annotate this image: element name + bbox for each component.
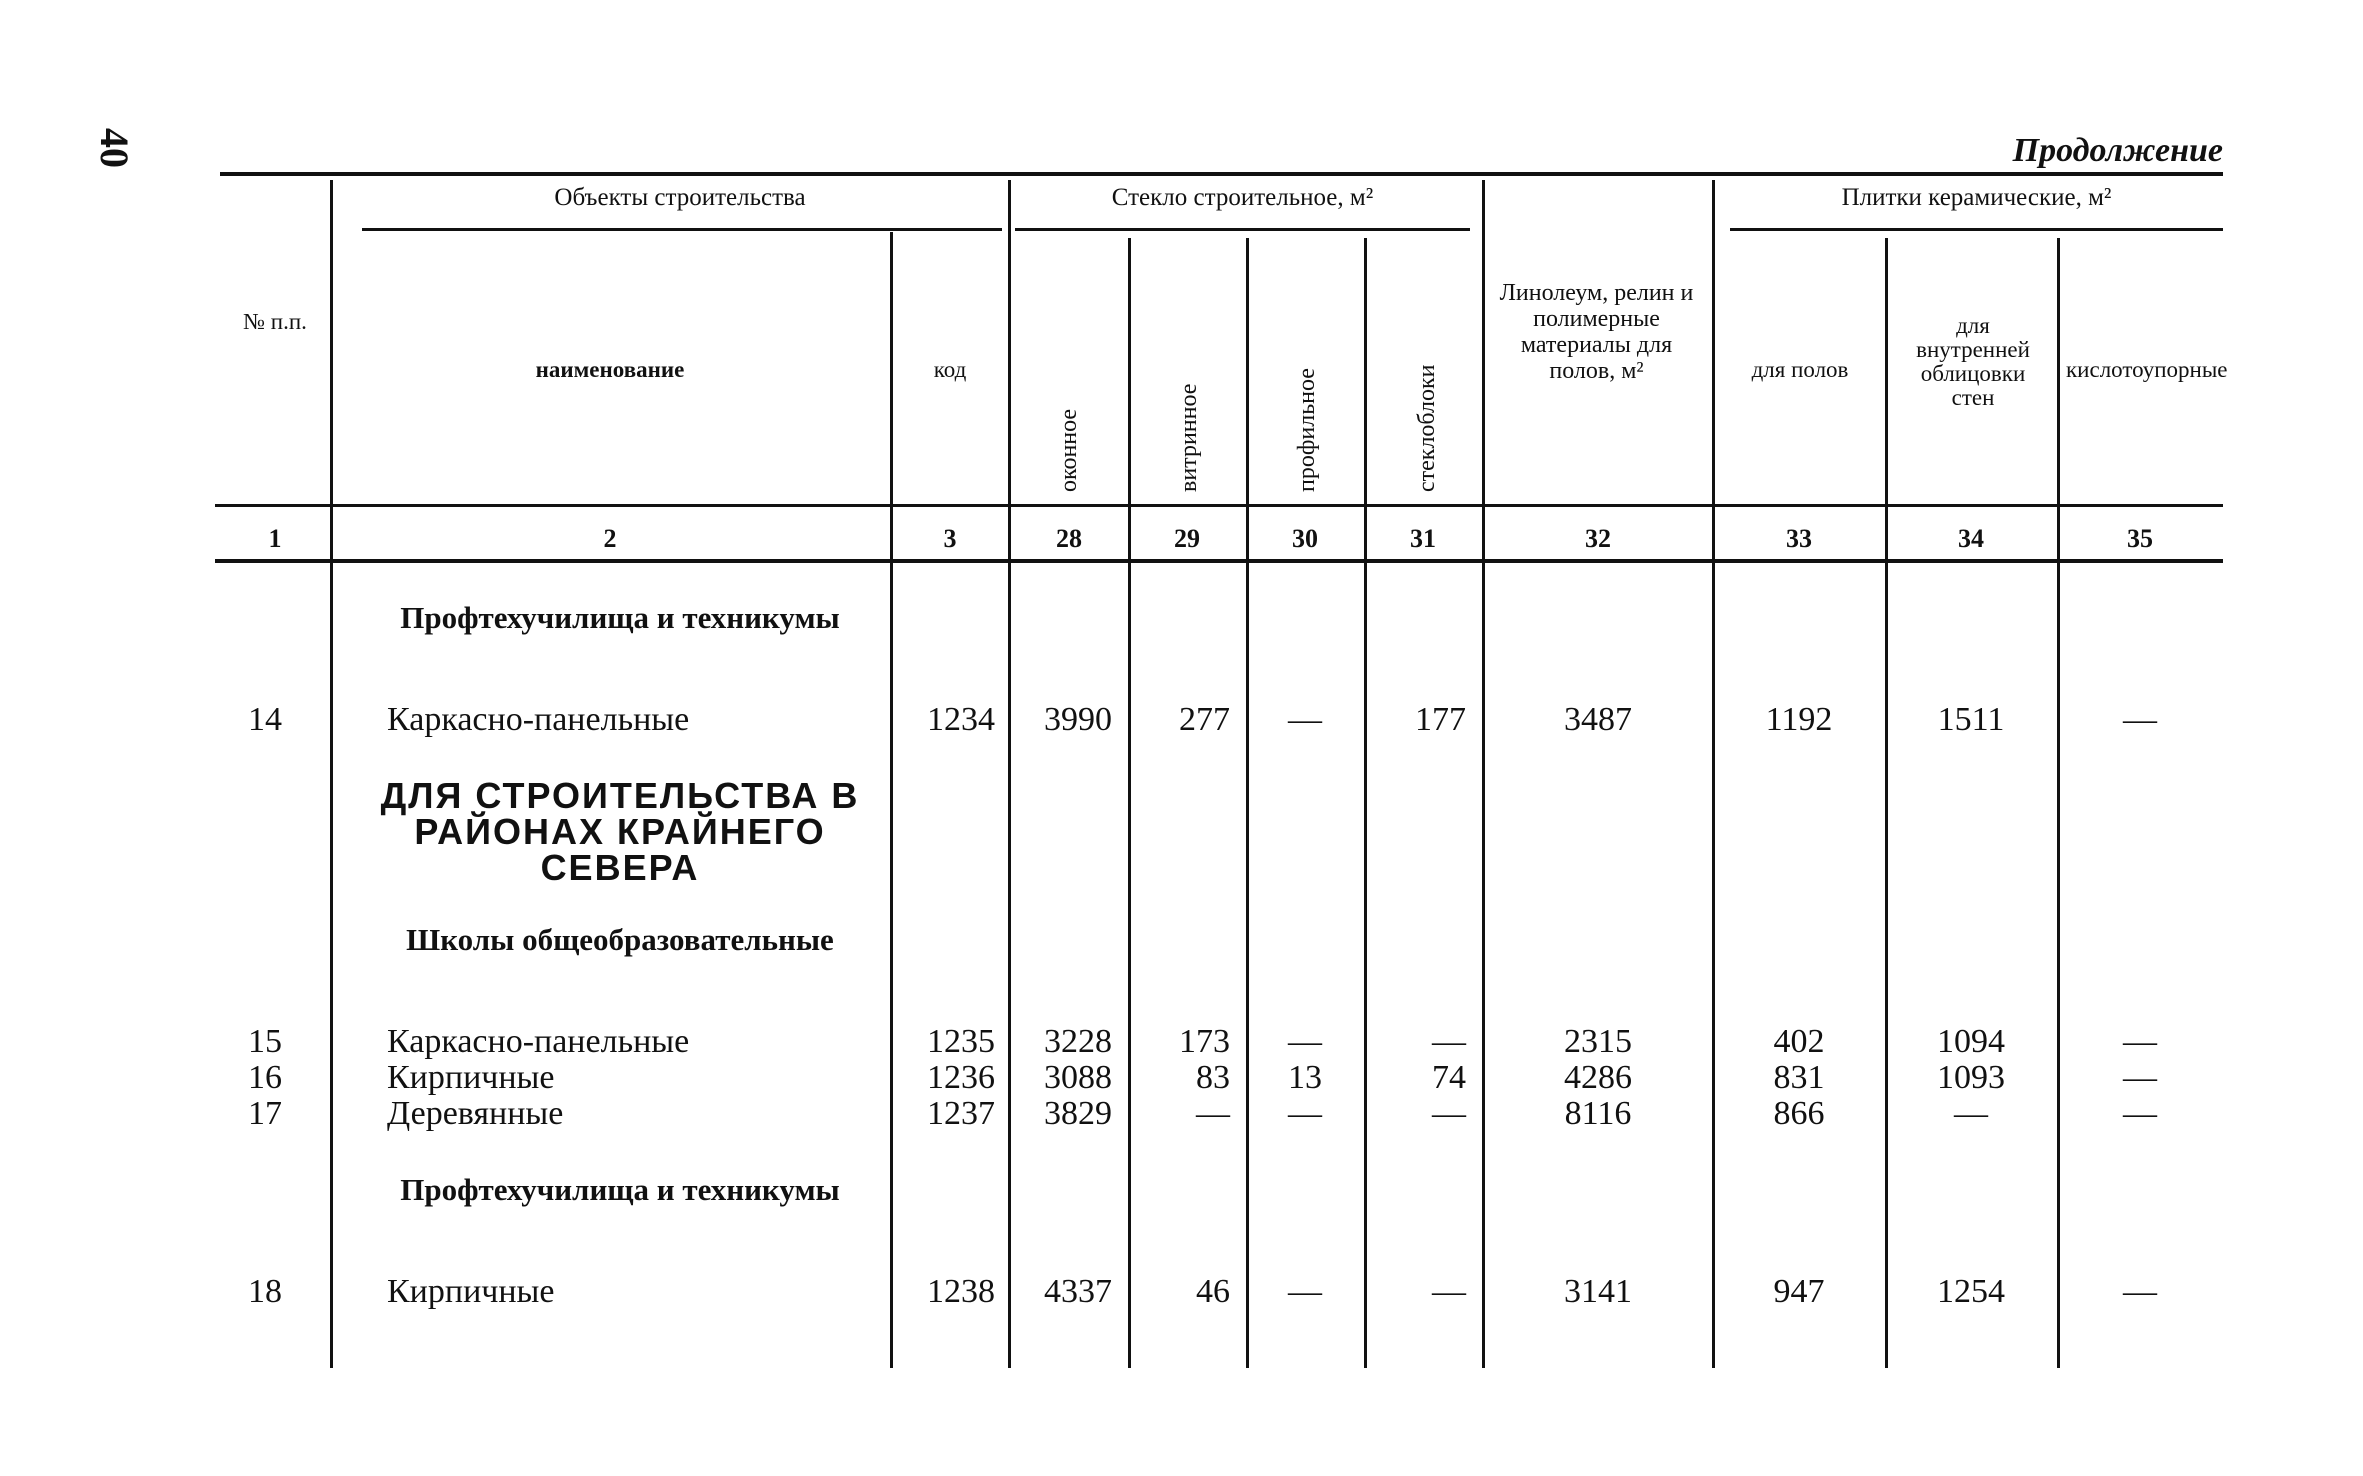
header-tiles-floor: для полов <box>1751 357 1849 382</box>
cell-c33: 866 <box>1773 1095 1825 1132</box>
cell-c34: 1094 <box>1937 1023 2005 1060</box>
cell-c34: 1254 <box>1937 1273 2005 1310</box>
colnum-33: 33 <box>1786 524 1812 553</box>
cell-c32: 2315 <box>1564 1023 1632 1060</box>
col-divider-33 <box>1885 238 1888 1368</box>
cell-c32: 3487 <box>1564 701 1632 738</box>
cell-c29: 83 <box>1196 1059 1230 1096</box>
cell-c31: — <box>1432 1095 1466 1132</box>
cell-c30: — <box>1288 1023 1322 1060</box>
header-glass-blocks: стеклоблоки <box>1414 364 1440 492</box>
section-heading: Профтехучилища и техникумы <box>400 600 840 635</box>
continuation-label: Продолжение <box>2012 132 2223 169</box>
cell-c35: — <box>2123 701 2157 738</box>
cell-c31: — <box>1432 1273 1466 1310</box>
cell-code: 1236 <box>927 1059 995 1096</box>
cell-c34: — <box>1954 1095 1988 1132</box>
header-num: № п.п. <box>243 309 307 334</box>
cell-num: 15 <box>248 1023 282 1060</box>
header-glass-window: оконное <box>1056 408 1082 492</box>
column-number-rule <box>215 559 2223 563</box>
table-row <box>0 1024 2363 1060</box>
table-row <box>0 1096 2363 1132</box>
header-tiles-wall: для внутренней облицовки стен <box>1916 313 2030 410</box>
section-heading: Профтехучилища и техникумы <box>400 1172 840 1207</box>
cell-c30: — <box>1288 1273 1322 1310</box>
cell-c28: 3990 <box>1044 701 1112 738</box>
col-divider-1 <box>330 180 333 1368</box>
col-divider-32 <box>1712 180 1715 1368</box>
page-number: 40 <box>92 128 137 168</box>
cell-c31: — <box>1432 1023 1466 1060</box>
cell-name: Деревянные <box>387 1095 564 1132</box>
cell-c29: — <box>1196 1095 1230 1132</box>
colnum-34: 34 <box>1958 524 1984 553</box>
top-rule <box>220 172 2223 176</box>
cell-c31: 177 <box>1415 701 1466 738</box>
colnum-3: 3 <box>943 524 957 553</box>
cell-c32: 4286 <box>1564 1059 1632 1096</box>
cell-c29: 277 <box>1179 701 1230 738</box>
header-tiles-acid: кислотоупорные <box>2066 357 2228 382</box>
cell-c32: 3141 <box>1564 1273 1632 1310</box>
table-row <box>0 702 2363 738</box>
colnum-2: 2 <box>603 524 617 553</box>
cell-code: 1238 <box>927 1273 995 1310</box>
col-divider-31 <box>1482 180 1485 1368</box>
header-glass-group: Стекло строительное, м² <box>1111 184 1374 211</box>
col-divider-3 <box>1008 180 1011 1368</box>
colnum-1: 1 <box>268 524 282 553</box>
cell-num: 14 <box>248 701 282 738</box>
cell-c29: 173 <box>1179 1023 1230 1060</box>
header-tiles-group: Плитки керамические, м² <box>1841 184 2112 211</box>
cell-c33: 402 <box>1773 1023 1825 1060</box>
cell-name: Кирпичные <box>387 1273 555 1310</box>
col-divider-29 <box>1246 238 1249 1368</box>
cell-name: Каркасно-панельные <box>387 1023 690 1060</box>
glass-group-rule <box>1015 228 1470 231</box>
cell-c32: 8116 <box>1564 1095 1632 1132</box>
header-name: наименование <box>535 357 685 382</box>
cell-c33: 947 <box>1773 1273 1825 1310</box>
section-heading-major: ДЛЯ СТРОИТЕЛЬСТВА В РАЙОНАХ КРАЙНЕГО СЕВЕРА <box>380 775 860 888</box>
header-code: код <box>933 357 967 382</box>
colnum-31: 31 <box>1410 524 1436 553</box>
cell-c28: 3088 <box>1044 1059 1112 1096</box>
cell-c30: 13 <box>1288 1059 1322 1096</box>
cell-name: Каркасно-панельные <box>387 701 690 738</box>
cell-code: 1235 <box>927 1023 995 1060</box>
tiles-group-rule <box>1730 228 2223 231</box>
header-objects-group: Объекты строительства <box>554 184 806 211</box>
colnum-29: 29 <box>1174 524 1200 553</box>
colnum-28: 28 <box>1056 524 1082 553</box>
colnum-30: 30 <box>1292 524 1318 553</box>
cell-c35: — <box>2123 1059 2157 1096</box>
cell-c35: — <box>2123 1095 2157 1132</box>
cell-num: 18 <box>248 1273 282 1310</box>
cell-c34: 1511 <box>1937 701 2005 738</box>
col-divider-28 <box>1128 238 1131 1368</box>
cell-c28: 4337 <box>1044 1273 1112 1310</box>
header-bottom-rule <box>215 504 2223 507</box>
col-divider-34 <box>2057 238 2060 1368</box>
cell-c33: 1192 <box>1765 701 1833 738</box>
cell-code: 1237 <box>927 1095 995 1132</box>
table-row <box>0 1060 2363 1096</box>
col-divider-30 <box>1364 238 1367 1368</box>
table-row <box>0 1274 2363 1310</box>
cell-c28: 3228 <box>1044 1023 1112 1060</box>
cell-c29: 46 <box>1196 1273 1230 1310</box>
cell-c28: 3829 <box>1044 1095 1112 1132</box>
header-glass-showcase: витринное <box>1176 383 1202 492</box>
section-heading: Школы общеобразовательные <box>406 922 834 957</box>
cell-num: 17 <box>248 1095 282 1132</box>
cell-c33: 831 <box>1773 1059 1825 1096</box>
cell-c35: — <box>2123 1273 2157 1310</box>
header-linoleum: Линолеум, релин и полимерные материалы для полов, м² <box>1499 280 1694 384</box>
colnum-32: 32 <box>1585 524 1611 553</box>
cell-code: 1234 <box>927 701 995 738</box>
cell-name: Кирпичные <box>387 1059 555 1096</box>
header-glass-profile: профильное <box>1294 368 1320 492</box>
colnum-35: 35 <box>2127 524 2153 553</box>
cell-c30: — <box>1288 1095 1322 1132</box>
cell-c35: — <box>2123 1023 2157 1060</box>
cell-c30: — <box>1288 701 1322 738</box>
cell-num: 16 <box>248 1059 282 1096</box>
objects-group-rule <box>362 228 1002 231</box>
cell-c34: 1093 <box>1937 1059 2005 1096</box>
cell-c31: 74 <box>1432 1059 1466 1096</box>
